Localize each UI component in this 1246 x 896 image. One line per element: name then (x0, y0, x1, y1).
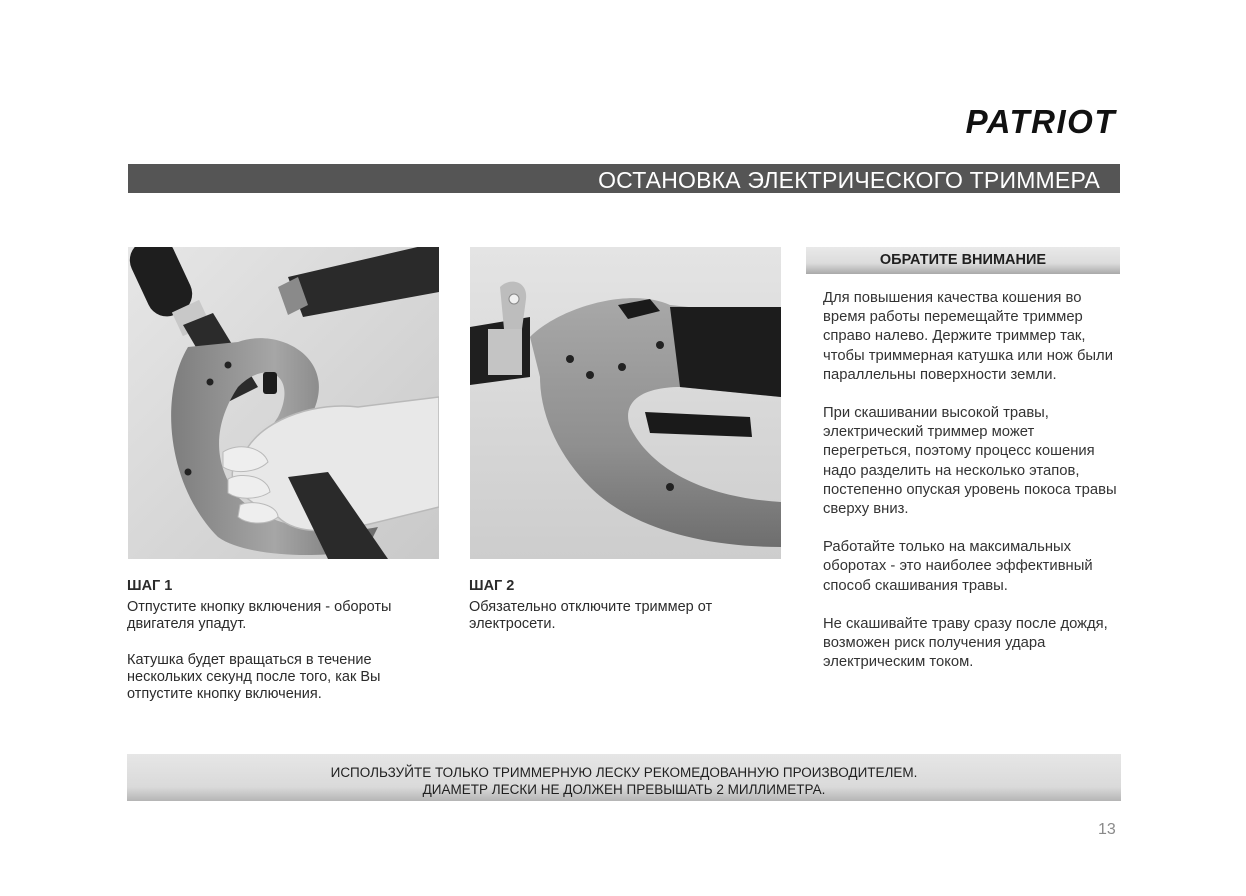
logo-wordmark: PATRIOT (965, 104, 1116, 140)
attention-text-2: При скашивании высокой травы, электрический триммер может перегреться, поэтому процесс кошения надо разделить на несколько этапов, постепенно опуская уровень покоса травы сверху вниз. (823, 405, 1117, 518)
step-1-text-1: Отпустите кнопку включения - обороты двигателя упадут. (127, 599, 392, 632)
step-1 (127, 578, 447, 722)
step-2-text-1: Обязательно отключите триммер от электросети. (469, 599, 713, 632)
step-2 (469, 578, 789, 652)
notice-line-1: ИСПОЛЬЗУЙТЕ ТОЛЬКО ТРИММЕРНУЮ ЛЕСКУ РЕКОМЕДОВАННУЮ ПРОИЗВОДИТЕЛЕМ. (330, 765, 918, 780)
step1-photo (128, 247, 439, 559)
attention-text-4: Не скашивайте траву сразу после дождя, возможен риск получения удара электрическим током. (823, 615, 1108, 671)
line-notice-bar (127, 754, 1121, 801)
step-2-heading: ШАГ 2 (469, 578, 515, 594)
patriot-logo (930, 104, 1120, 140)
notice-line-2: ДИАМЕТР ЛЕСКИ НЕ ДОЛЖЕН ПРЕВЫШАТЬ 2 МИЛЛИМЕТРА. (422, 782, 826, 797)
attention-body (823, 289, 1123, 691)
section-title-bar (128, 164, 1120, 193)
attention-heading: ОБРАТИТЕ ВНИМАНИЕ (806, 247, 1120, 274)
step-1-text-2: Катушка будет вращаться в течение нескольких секунд после того, как Вы отпустите кнопку включения. (127, 652, 381, 702)
attention-text-3: Работайте только на максимальных оборотах - это наиболее эффективный способ скашивания травы. (823, 539, 1093, 594)
attention-text-1: Для повышения качества кошения во время работы перемещайте триммер справо налево. Держите триммер так, чтобы триммерная катушка или нож были параллельны поверхности земли. (823, 290, 1113, 383)
step2-photo (470, 247, 781, 559)
page-number: 13 (1098, 821, 1116, 838)
page-title: ОСТАНОВКА ЭЛЕКТРИЧЕСКОГО ТРИММЕРА (598, 167, 1100, 193)
step-1-heading: ШАГ 1 (127, 578, 173, 594)
